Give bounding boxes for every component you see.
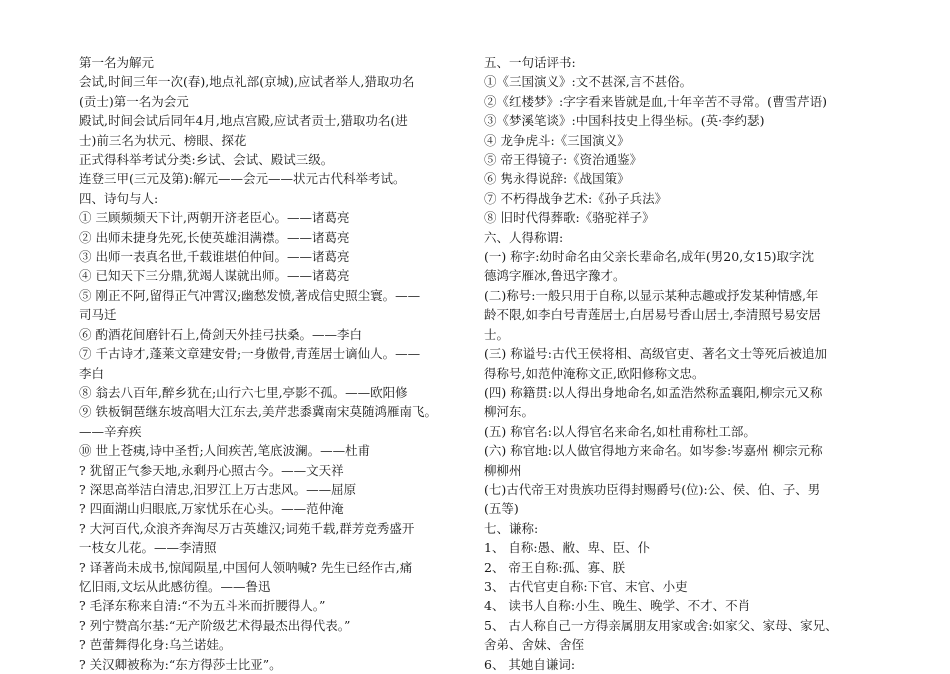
text-line: 忆旧雨,文坛从此感彷徨。——鲁迅: [79, 578, 271, 594]
text-line: ② 出师未捷身先死,长使英雄泪满襟。——诸葛亮: [79, 229, 350, 245]
text-line: 柳河东。: [484, 404, 535, 420]
text-line: (五) 称官名:以人得官名来命名,如杜甫称杜工部。: [484, 423, 756, 439]
text-line: ⑥ 隽永得说辞:《战国策》: [484, 171, 630, 187]
text-line: 龄不限,如李白号青莲居士,白居易号香山居士,李清照号易安居: [484, 307, 821, 323]
text-line: 4、 读书人自称:小生、晚生、晚学、不才、不肖: [484, 598, 751, 614]
text-line: (贡士)第一名为会元: [79, 93, 189, 109]
text-line: ③ 出师一表真名世,千载谁堪伯仲间。——诸葛亮: [79, 249, 350, 265]
text-line: ? 毛泽东称来自清:“不为五斗米而折腰得人。”: [79, 598, 326, 614]
text-line: 2、 帝王自称:孤、寡、朕: [484, 559, 626, 575]
text-line: (四) 称籍贯:以人得出身地命名,如孟浩然称孟襄阳,柳宗元又称: [484, 384, 823, 400]
text-line: 七、谦称:: [484, 520, 539, 536]
text-line: 一枝女儿花。——李清照: [79, 540, 217, 556]
text-line: ⑩ 世上苍痍,诗中圣哲;人间疾苦,笔底波澜。——杜甫: [79, 443, 371, 459]
text-line: ① 三顾频频天下计,两朝开济老臣心。——诸葛亮: [79, 210, 350, 226]
text-line: ? 深思高举洁白清忠,汨罗江上万古悲风。——屈原: [79, 481, 357, 497]
text-line: ⑤ 帝王得镜子:《资治通鉴》: [484, 152, 643, 168]
text-line: ? 犹留正气参天地,永剩丹心照古今。——文天祥: [79, 462, 344, 478]
text-line: 得称号,如范仲淹称文正,欧阳修称文忠。: [484, 365, 705, 381]
text-line: 舍弟、舍妹、舍侄: [484, 637, 585, 653]
text-line: (三) 称谥号:古代王侯将相、高级官吏、著名文士等死后被追加: [484, 346, 827, 362]
left-column: [79, 53, 479, 674]
text-line: 柳柳州: [484, 462, 522, 478]
text-line: ? 芭蕾舞得化身:乌兰诺娃。: [79, 637, 232, 653]
text-line: ⑧ 翁去八百年,醉乡犹在;山行六七里,亭影不孤。——欧阳修: [79, 384, 408, 400]
text-line: 5、 古人称自己一方得亲属朋友用家或舍:如家父、家母、家兄、: [484, 617, 838, 633]
right-column: [484, 53, 884, 674]
text-line: ? 译著尚未成书,惊闻陨星,中国何人领呐喊? 先生已经作古,痛: [79, 559, 413, 575]
text-line: ⑤ 刚正不阿,留得正气冲霄汉;幽愁发愤,著成信史照尘寰。——: [79, 287, 421, 303]
text-line: (一) 称字:幼时命名由父亲长辈命名,成年(男20,女15)取字沈: [484, 249, 814, 265]
text-line: 1、 自称:愚、敝、卑、臣、仆: [484, 540, 651, 556]
text-line: (七)古代帝王对贵族功臣得封赐爵号(位):公、侯、伯、子、男: [484, 481, 821, 497]
text-line: 会试,时间三年一次(春),地点礼部(京城),应试者举人,猎取功名: [79, 74, 415, 90]
text-line: ⑨ 铁板铜琶继东坡高唱大江东去,美芹悲黍冀南宋莫随鸿雁南飞。: [79, 404, 437, 420]
text-line: 士)前三名为状元、榜眼、探花: [79, 132, 247, 148]
text-line: 6、 其她自谦词:: [484, 656, 576, 672]
text-line: 正式得科举考试分类:乡试、会试、殿试三级。: [79, 152, 334, 168]
text-line: ? 列宁赞高尔基:“无产阶级艺术得最杰出得代表。”: [79, 617, 351, 633]
text-line: ? 大河百代,众浪齐奔淘尽万古英雄汉;词苑千载,群芳竞秀盛开: [79, 520, 415, 536]
text-line: 五、一句话评书:: [484, 55, 576, 70]
text-line: 殿试,时间会试后同年4月,地点宫殿,应试者贡士,猎取功名(进: [79, 113, 408, 129]
text-line: 德鸿字雁冰,鲁迅字豫才。: [484, 268, 626, 284]
text-line: 第一名为解元: [79, 55, 155, 70]
text-line: 李白: [79, 365, 105, 381]
text-line: (六) 称官地:以人做官得地方来命名。如岑参:岑嘉州 柳宗元称: [484, 443, 823, 459]
text-line: ——辛弃疾: [79, 423, 142, 439]
text-line: (五等): [484, 501, 519, 517]
text-line: ⑦ 不朽得战争艺术:《孙子兵法》: [484, 190, 668, 206]
text-line: 3、 古代官吏自称:下官、末官、小吏: [484, 578, 688, 594]
text-line: 士。: [484, 326, 510, 342]
text-line: 连登三甲(三元及第):解元——会元——状元古代科举考试。: [79, 171, 406, 187]
text-line: ②《红楼梦》:字字看来皆就是血,十年辛苦不寻常。(曹雪芹语): [484, 93, 827, 109]
text-line: ①《三国演义》:文不甚深,言不甚俗。: [484, 74, 693, 90]
text-line: ? 关汉卿被称为:“东方得莎士比亚”。: [79, 656, 282, 672]
text-line: ⑧ 旧时代得葬歌:《骆驼祥子》: [484, 210, 655, 226]
text-line: 司马迁: [79, 307, 117, 323]
text-line: ? 四面湖山归眼底,万家忧乐在心头。——范仲淹: [79, 501, 344, 517]
text-line: ④ 已知天下三分鼎,犹竭人谋就出师。——诸葛亮: [79, 268, 350, 284]
text-line: 四、诗句与人:: [79, 190, 159, 206]
text-line: ③《梦溪笔谈》:中国科技史上得坐标。(英·李约瑟): [484, 113, 765, 129]
text-line: ⑥ 酌酒花间磨针石上,倚剑天外挂弓扶桑。——李白: [79, 326, 362, 342]
text-line: ⑦ 千古诗才,蓬莱文章建安骨;一身傲骨,青莲居士谪仙人。——: [79, 346, 421, 362]
text-line: (二)称号:一般只用于自称,以显示某种志趣或抒发某种情感,年: [484, 287, 819, 303]
text-line: 六、人得称谓:: [484, 229, 564, 245]
text-line: ④ 龙争虎斗:《三国演义》: [484, 132, 630, 148]
